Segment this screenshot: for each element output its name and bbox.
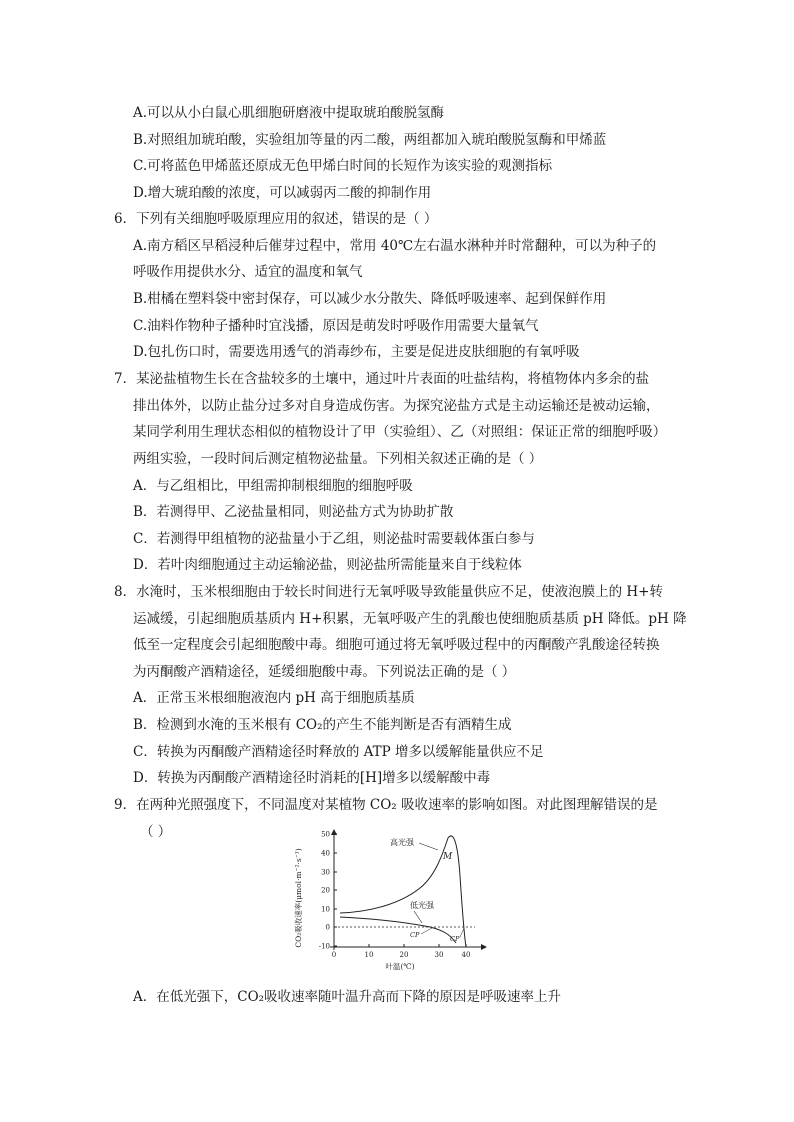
question-8-line2: 运减缓，引起细胞质基质内 H+积累，无氧呼吸产生的乳酸也使细胞质基质 pH 降低。pH 降 — [133, 611, 687, 627]
question-7: 7．某泌盐植物生长在含盐较多的土壤中，通过叶片表面的吐盐结构，将植物体内多余的盐 — [114, 371, 650, 387]
cp-label-2: CP — [450, 935, 460, 943]
low-light-curve — [340, 917, 456, 943]
high-light-label: 高光强 — [390, 838, 414, 847]
x-tick-label: 20 — [399, 951, 409, 959]
x-axis-label: 叶温(℃) — [385, 962, 415, 971]
question-8: 8．水淹时，玉米根细胞由于较长时间进行无氧呼吸导致能量供应不足，使液泡膜上的 H+转 — [114, 584, 663, 600]
option-9a: A．在低光强下，CO₂吸收速率随叶温升高而下降的原因是呼吸速率上升 — [133, 989, 562, 1005]
cp-pointer-2 — [460, 928, 464, 937]
co2-uptake-figure — [290, 826, 500, 974]
y-tick-label: 30 — [321, 868, 330, 877]
question-8-line3: 低至一定程度会引起细胞酸中毒。细胞可通过将无氧呼吸过程中的丙酮酸产乳酸途径转换 — [133, 637, 660, 653]
y-tick-label: 10 — [321, 905, 330, 914]
x-tick-label: 40 — [461, 951, 471, 959]
option-6b: B.柑橘在塑料袋中密封保存，可以减少水分散失、降低呼吸速率、起到保鲜作用 — [133, 291, 607, 307]
option-6d: D.包扎伤口时，需要选用透气的消毒纱布，主要是促进皮肤细胞的有氧呼吸 — [133, 344, 580, 360]
option-6a-cont: 呼吸作用提供水分、适宜的温度和氧气 — [133, 264, 363, 280]
question-7-line4: 两组实验，一段时间后测定植物泌盐量。下列相关叙述正确的是（ ） — [133, 451, 543, 467]
y-tick-label: -10 — [318, 942, 330, 951]
option-8d: D．转换为丙酮酸产酒精途径时消耗的[H]增多以缓解酸中毒 — [133, 770, 491, 786]
question-7-line3: 某同学利用生理状态相似的植物设计了甲（实验组）、乙（对照组：保证正常的细胞呼吸） — [133, 424, 667, 440]
y-tick-label: 50 — [321, 830, 330, 839]
option-8c: C．转换为丙酮酸产酒精途径时释放的 ATP 增多以缓解能量供应不足 — [133, 744, 544, 760]
cp-pointer-1 — [421, 928, 432, 934]
option-5c: C.可将蓝色甲烯蓝还原成无色甲烯白时间的长短作为该实验的观测指标 — [133, 158, 553, 174]
option-7a: A．与乙组相比，甲组需抑制根细胞的细胞呼吸 — [133, 478, 413, 494]
y-tick-label: 20 — [321, 886, 330, 895]
question-9: 9．在两种光照强度下，不同温度对某植物 CO₂ 吸收速率的影响如图。对此图理解错误的是 — [114, 797, 658, 813]
peak-label: M — [443, 852, 453, 862]
x-tick-label: 0 — [331, 951, 337, 959]
low-light-pointer — [414, 911, 422, 923]
option-5a: A.可以从小白鼠心肌细胞研磨液中提取琥珀酸脱氢酶 — [133, 105, 445, 121]
question-7-line2: 排出体外，以防止盐分过多对自身造成伤害。为探究泌盐方式是主动运输还是被动运输， — [133, 398, 660, 414]
option-6c: C.油料作物种子播种时宜浅播，原因是萌发时呼吸作用需要大量氧气 — [133, 318, 539, 334]
question-6: 6．下列有关细胞呼吸原理应用的叙述，错误的是（ ） — [114, 211, 438, 227]
high-light-pointer — [419, 843, 438, 850]
cp-label-1: CP — [410, 931, 420, 939]
y-axis-label: CO₂吸收速率(μmol·m⁻²·s⁻¹) — [294, 848, 303, 948]
option-8a: A．正常玉米根细胞液泡内 pH 高于细胞质基质 — [133, 690, 415, 706]
option-5d: D.增大琥珀酸的浓度，可以减弱丙二酸的抑制作用 — [133, 185, 432, 201]
x-ticks — [332, 944, 471, 959]
option-6a: A.南方稻区早稻浸种后催芽过程中，常用 40℃左右温水淋种并时常翻种，可以为种子的 — [133, 238, 657, 254]
y-tick-label: 40 — [321, 849, 330, 858]
option-7c: C．若测得甲组植物的泌盐量小于乙组，则泌盐时需要载体蛋白参与 — [133, 531, 535, 547]
low-light-label: 低光强 — [410, 901, 434, 910]
question-9-blank: （ ） — [140, 824, 172, 840]
option-7b: B．若测得甲、乙泌盐量相同，则泌盐方式为协助扩散 — [133, 504, 454, 520]
y-tick-label: 0 — [325, 923, 330, 932]
option-8b: B．检测到水淹的玉米根有 CO₂的产生不能判断是否有酒精生成 — [133, 717, 512, 733]
option-5b: B.对照组加琥珀酸，实验组加等量的丙二酸，两组都加入琥珀酸脱氢酶和甲烯蓝 — [133, 132, 607, 148]
x-tick-label: 10 — [364, 951, 374, 959]
option-7d: D．若叶肉细胞通过主动运输泌盐，则泌盐所需能量来自于线粒体 — [133, 557, 522, 573]
question-8-line4: 为丙酮酸产酒精途径，延缓细胞酸中毒。下列说法正确的是（ ） — [133, 664, 516, 680]
x-tick-label: 30 — [434, 951, 444, 959]
